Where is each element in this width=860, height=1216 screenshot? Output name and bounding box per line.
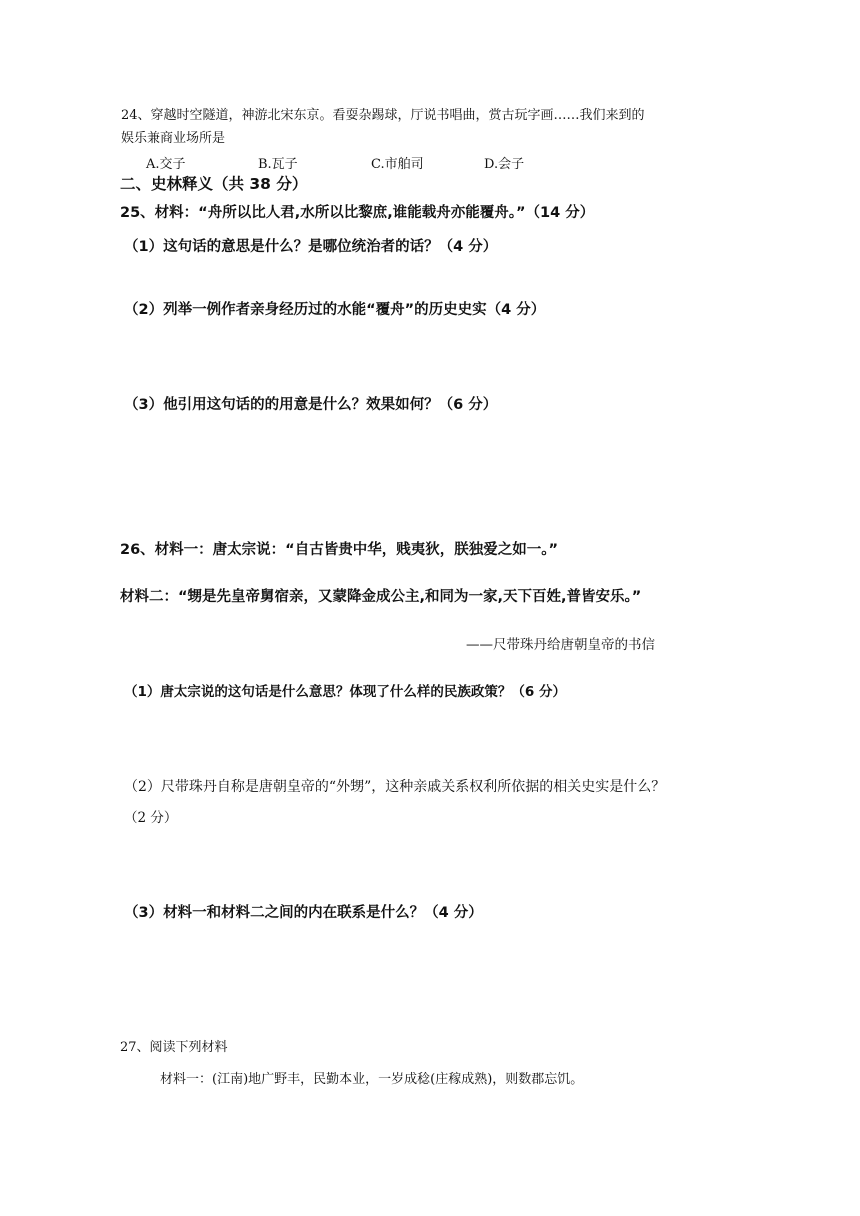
q24-option-c: C.市舶司 <box>371 157 424 172</box>
q26-sub2-line2: （2 分） <box>124 810 178 826</box>
q25-sub3: （3）他引用这句话的的用意是什么？效果如何？（6 分） <box>124 397 498 413</box>
q26-material-1: 26、材料一：唐太宗说：“自古皆贵中华，贱夷狄，朕独爱之如一。” <box>120 542 558 558</box>
q24-stem-line1: 24、穿越时空隧道，神游北宋东京。看耍杂踢球，厅说书唱曲，赏古玩字画……我们来到的 <box>121 108 645 123</box>
q24-stem-line2: 娱乐兼商业场所是 <box>121 131 226 146</box>
q26-sub1: （1）唐太宗说的这句话是什么意思？体现了什么样的民族政策？（6 分） <box>124 684 566 700</box>
q25-sub1: （1）这句话的意思是什么？是哪位统治者的话？（4 分） <box>124 239 498 255</box>
q25-sub2: （2）列举一例作者亲身经历过的水能“覆舟”的历史史实（4 分） <box>124 302 546 318</box>
section-2-title: 二、史林释义（共 38 分） <box>120 175 308 193</box>
q26-sub2-line1: （2）尺带珠丹自称是唐朝皇帝的“外甥”，这种亲戚关系权利所依据的相关史实是什么？ <box>124 779 666 795</box>
q24-option-d: D.会子 <box>484 157 525 172</box>
q24-option-a: A.交子 <box>146 157 186 172</box>
q27-material-1: 材料一：(江南)地广野丰，民勤本业，一岁成稔(庄稼成熟)，则数郡忘饥。 <box>160 1072 584 1087</box>
q26-sub3: （3）材料一和材料二之间的内在联系是什么？（4 分） <box>124 905 483 921</box>
q27-intro: 27、阅读下列材料 <box>120 1040 228 1055</box>
q26-source: ——尺带珠丹给唐朝皇帝的书信 <box>466 637 655 653</box>
q26-material-2: 材料二：“甥是先皇帝舅宿亲，又蒙降金成公主,和同为一家,天下百姓,普皆安乐。” <box>120 589 642 605</box>
q25-material: 25、材料：“舟所以比人君,水所以比黎庶,谁能载舟亦能覆舟。”（14 分） <box>120 205 595 221</box>
q24-option-b: B.瓦子 <box>258 157 298 172</box>
